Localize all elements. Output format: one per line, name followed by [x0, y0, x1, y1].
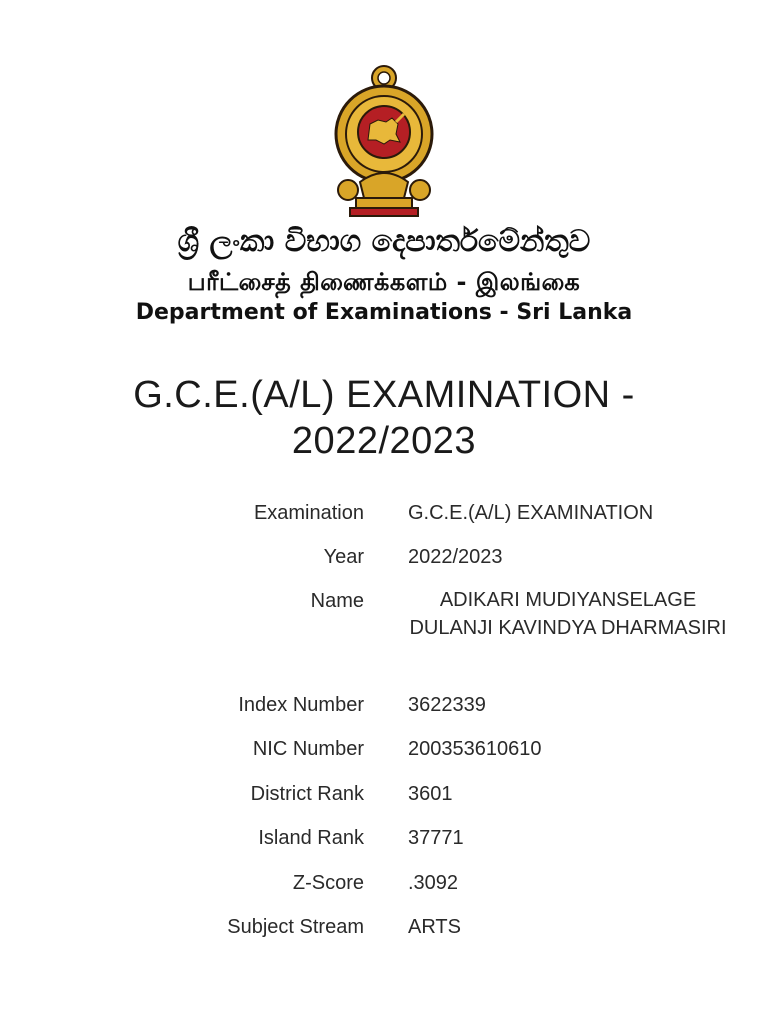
index-number-label: Index Number — [238, 694, 364, 716]
z-score-value: .3092 — [408, 872, 459, 894]
department-name-tamil: பரீட்சைத் திணைக்களம் - இலங்கை — [187, 268, 581, 296]
examination-value: G.C.E.(A/L) EXAMINATION — [408, 502, 654, 524]
year-value: 2022/2023 — [408, 546, 503, 568]
island-rank-value: 37771 — [408, 827, 464, 849]
examination-label: Examination — [253, 502, 364, 524]
z-score-label: Z-Score — [292, 872, 364, 894]
nic-number-value: 200353610610 — [408, 738, 542, 760]
year-label: Year — [323, 546, 364, 568]
island-rank-label: Island Rank — [258, 827, 364, 849]
department-name-english: Department of Examinations - Sri Lanka — [135, 300, 633, 325]
page-title-line-1: G.C.E.(A/L) EXAMINATION - — [133, 374, 635, 416]
name-value: ADIKARI MUDIYANSELAGE DULANJI KAVINDYA DHARMASIRI — [409, 589, 727, 639]
nic-number-label: NIC Number — [252, 738, 364, 760]
district-rank-value: 3601 — [408, 783, 453, 805]
index-number-value: 3622339 — [408, 694, 486, 716]
page-title — [40, 372, 728, 464]
department-name-sinhala: ශ්‍රී ලංකා විභාග දෙපාර්තමේන්තුව — [177, 224, 591, 259]
page-title-line-2: 2022/2023 — [291, 420, 477, 462]
name-label: Name — [310, 590, 364, 612]
subject-stream-label: Subject Stream — [227, 916, 364, 938]
subject-stream-value: ARTS — [408, 916, 461, 938]
district-rank-label: District Rank — [250, 783, 364, 805]
sri-lanka-emblem-icon — [326, 64, 442, 220]
